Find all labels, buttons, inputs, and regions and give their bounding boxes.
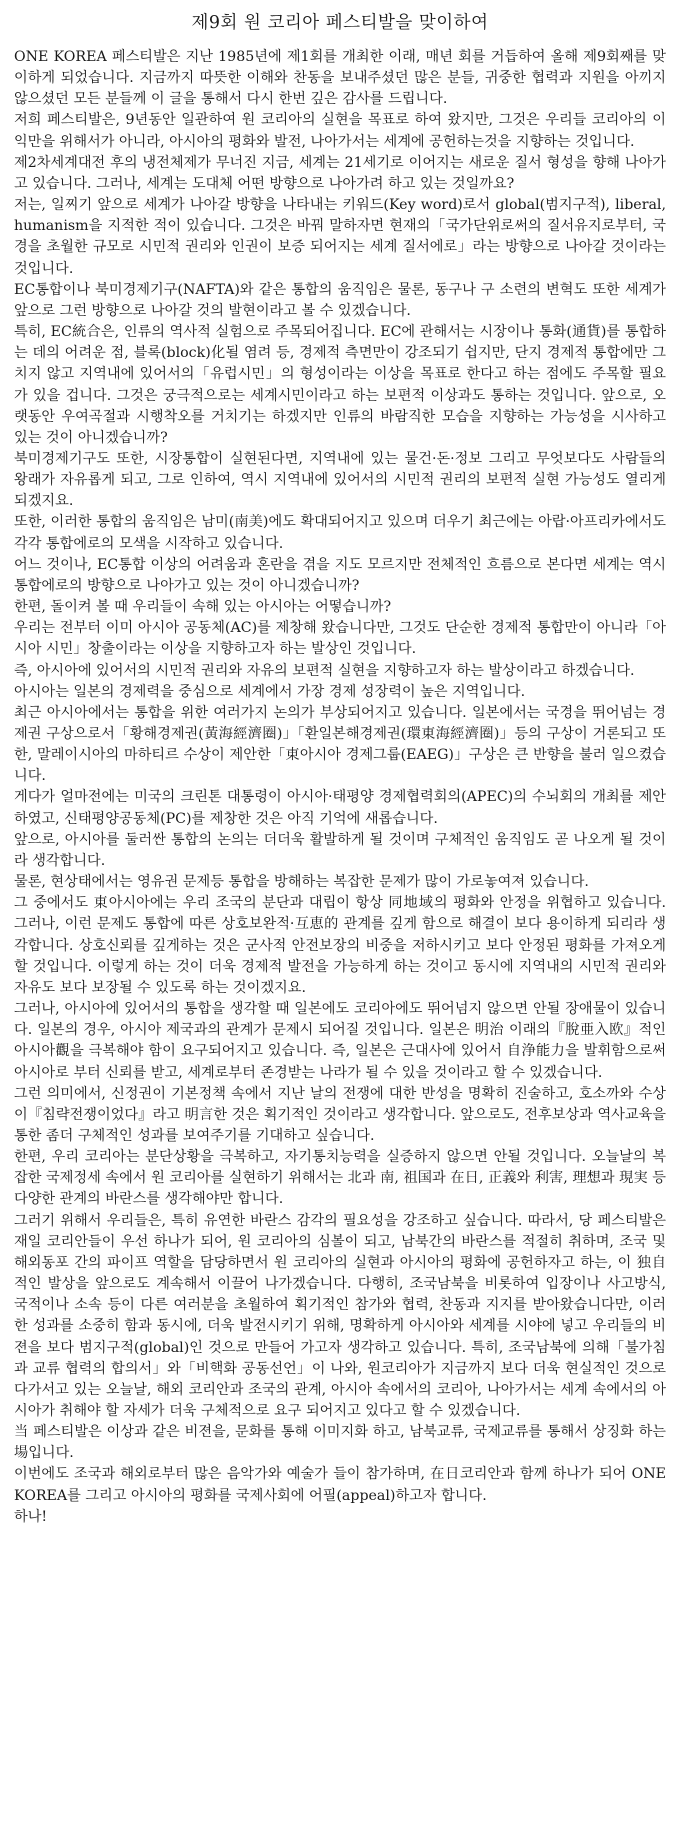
paragraph: 한편, 돌이켜 볼 때 우리들이 속해 있는 아시아는 어떻습니까? xyxy=(14,599,392,616)
paragraph: 제2차세계대전 후의 냉전체제가 무너진 지금, 세계는 21세기로 이어지는 새로운 질서 형성을 향해 나아가고 있습니다. 그러나, 세계는 도대체 어떤 방향으로 나아가려 하고 있는 것일까요? xyxy=(14,154,666,192)
paragraph: 게다가 얼마전에는 미국의 크린톤 대통령이 아시아·태평양 경제협력회의(APEC)의 수뇌회의 개최를 제안하였고, 신태평양공동체(PC)를 제창한 것은 아직 기억에 새롭습니다. xyxy=(14,789,666,827)
document-title: 제9회 원 코리아 페스티발을 맞이하여 xyxy=(191,13,489,33)
paragraph: 저희 페스티발은, 9년동안 일관하여 원 코리아의 실현을 목표로 하여 왔지만, 그것은 우리들 코리아의 이익만을 위해서가 아니라, 아시아의 평화와 발전, 나아가서는 세계에 공헌하는것을 지향하는 것입니다. xyxy=(14,112,666,150)
paragraph: 앞으로, 아시아를 둘러싼 통합의 논의는 더더욱 활발하게 될 것이며 구체적인 움직임도 곧 나오게 될 것이라 생각합니다. xyxy=(14,831,666,869)
paragraph: 최근 아시아에서는 통합을 위한 여러가지 논의가 부상되어지고 있습니다. 일본에서는 국경을 뛰어넘는 경제권 구상으로서「황해경제권(黃海經濟圈)」「환일본해경제권(環東海經濟圈)」등의 구상이 거론되고 또한, 말레이시아의 마하티르 수상이 제안한「東아시아 경제그룹(EAEG)」구상은 큰 반향을 불러 일으켰습니다. xyxy=(14,704,666,785)
paragraph: 한편, 우리 코리아는 분단상황을 극복하고, 자기통치능력을 실증하지 않으면 안될 것입니다. 오늘날의 복잡한 국제정세 속에서 원 코리아를 실현하기 위해서는 北과 南, 祖国과 在日, 正義와 利害, 理想과 現実 등 다양한 관계의 바란스를 생각해야만 합니다. xyxy=(14,1149,666,1208)
paragraph: 하나! xyxy=(14,1508,48,1525)
paragraph: ONE KOREA 페스티발은 지난 1985년에 제1회를 개최한 이래, 매년 회를 거듭하여 올해 제9회째를 맞이하게 되었습니다. 지금까지 따뜻한 이해와 찬동을 보내주셨던 많은 분들, 귀중한 협력과 지원을 아끼지 않으셨던 모든 분들께 이 글을 통해서 다시 한번 깊은 감사를 드립니다. xyxy=(14,49,666,108)
paragraph: 즉, 아시아에 있어서의 시민적 권리와 자유의 보편적 실현을 지향하고자 하는 발상이라고 하겠습니다. xyxy=(14,662,635,679)
paragraph: 저는, 일찌기 앞으로 세계가 나아갈 방향을 나타내는 키워드(Key word)로서 global(범지구적), liberal, humanism을 지적한 적이 있습니다. 그것은 바꿔 말하자면 현재의「국가단위로써의 질서유지로부터, 국경을 초월한 규모로 시민적 권리와 인권이 보증 되어지는 세계 질서에로」라는 방향으로 나아갈 것이라는 것입니다. xyxy=(14,197,666,277)
paragraph: 그러기 위해서 우리들은, 특히 유연한 바란스 감각의 필요성을 강조하고 싶습니다. 따라서, 당 페스티발은 재일 코리안들이 우선 하나가 되어, 원 코리아의 심볼이 되고, 남북간의 바란스를 적절히 취하며, 조국 및 해외동포 간의 파이프 역할을 담당하면서 원 코리아의 실현과 아시아의 평화에 공헌하자고 하는, 이 独自적인 발상을 앞으로도 계속해서 이끌어 나가겠습니다. 다행히, 조국남북을 비롯하여 입장이나 사고방식, 국적이나 소속 등이 다른 여러분을 초월하여 획기적인 참가와 협력, 찬동과 지지를 받아왔습니다만, 이러한 성과를 소중히 함과 동시에, 더욱 발전시키기 위해, 명확하게 아시아와 세계를 시야에 넣고 우리들의 비젼을 보다 범지구적(global)인 것으로 만들어 가고자 생각하고 있습니다. 특히, 조국남북에 의해「불가침과 교류 협력의 합의서」와「비핵화 공동선언」이 나와, 원코리아가 지금까지 보다 더욱 현실적인 것으로 다가서고 있는 오늘날, 해외 코리안과 조국의 관계, 아시아 속에서의 코리아, 나아가서는 세계 속에서의 아시아가 취해야 할 자세가 더욱 구체적으로 요구 되어지고 있다고 할 수 있겠습니다. xyxy=(14,1212,666,1419)
paragraph: 또한, 이러한 통합의 움직임은 남미(南美)에도 확대되어지고 있으며 더우기 최근에는 아랍·아프리카에서도 각각 통합에로의 모색을 시작하고 있습니다. xyxy=(14,514,666,552)
paragraph: 그러나, 아시아에 있어서의 통합을 생각할 때 일본에도 코리아에도 뛰어넘지 않으면 안될 장애물이 있습니다. 일본의 경우, 아시아 제국과의 관계가 문제시 되어질 것입니다. 일본은 明治 이래의『脫亜入欧』적인 아시아觀을 극복해야 함이 요구되어지고 있습니다. 즉, 일본은 근대사에 있어서 自浄能力을 발휘함으로써 아시아로 부터 신뢰를 받고, 세계로부터 존경받는 나라가 될 수 있을 것이라고 할 수 있겠습니다. xyxy=(14,1001,666,1081)
paragraph: EC통합이나 북미경제기구(NAFTA)와 같은 통합의 움직임은 물론, 동구나 구 소련의 변혁도 또한 세계가 앞으로 그런 방향으로 나아갈 것의 발현이라고 볼 수 있겠습니다. xyxy=(14,281,666,319)
paragraph: 当 페스티발은 이상과 같은 비젼을, 문화를 통해 이미지화 하고, 남북교류, 국제교류를 통해서 상징화 하는 場입니다. xyxy=(14,1424,666,1462)
paragraph: 어느 것이나, EC통합 이상의 어려움과 혼란을 겪을 지도 모르지만 전체적인 흐름으로 본다면 세계는 역시 통합에로의 방향으로 나아가고 있는 것이 아니겠습니까? xyxy=(14,556,666,594)
paragraph: 그 중에서도 東아시아에는 우리 조국의 분단과 대립이 항상 同地域의 평화와 안정을 위협하고 있습니다. 그러나, 이런 문제도 통합에 따른 상호보완적·互恵的 관계를 깊게 함으로 해결이 보다 용이하게 되리라 생각합니다. 상호신뢰를 깊게하는 것은 군사적 안전보장의 비중을 저하시키고 보다 안정된 평화를 가져오게 할 것입니다. 이렇게 하는 것이 더욱 경제적 발전을 가능하게 하는 것이고 동시에 지역내의 시민적 권리와 자유도 보다 보장될 수 있도록 하는 것이겠지요. xyxy=(14,895,666,996)
paragraph: 물론, 현상태에서는 영유권 문제등 통합을 방해하는 복잡한 문제가 많이 가로놓여져 있습니다. xyxy=(14,874,589,891)
paragraph: 특히, EC統合은, 인류의 역사적 실험으로 주목되어집니다. EC에 관해서는 시장이나 통화(通貨)를 통합하는 데의 어려운 점, 블록(block)化될 염려 등, 경제적 측면만이 강조되기 쉽지만, 단지 경제적 통합에만 그치지 않고 지역내에 있어서의「유럽시민」의 형성이라는 이상을 목표로 한다고 하는 점에도 주목할 필요가 있을 겁니다. 그것은 궁극적으로는 세계시민이라고 하는 보편적 이상과도 통하는 것입니다. 앞으로, 오랫동안 우여곡절과 시행착오를 거치기는 하겠지만 인류의 바람직한 모습을 지향하는 가능성을 시사하고 있는 것이 아니겠습니까? xyxy=(14,324,666,446)
document-body xyxy=(14,47,666,1528)
paragraph: 우리는 전부터 이미 아시아 공동체(AC)를 제창해 왔습니다만, 그것도 단순한 경제적 통합만이 아니라「아시아 시민」창출이라는 이상을 지향하고자 하는 발상인 것입니다. xyxy=(14,620,666,658)
paragraph: 그런 의미에서, 신정권이 기본정책 속에서 지난 날의 전쟁에 대한 반성을 명확히 진술하고, 호소까와 수상이『침략전쟁이었다』라고 明言한 것은 획기적인 것이라고 생각합니다. 앞으로도, 전후보상과 역사교육을 통한 좀더 구체적인 성과를 보여주기를 기대하고 싶습니다. xyxy=(14,1085,666,1144)
paragraph: 북미경제기구도 또한, 시장통합이 실현된다면, 지역내에 있는 물건·돈·정보 그리고 무엇보다도 사람들의 왕래가 자유롭게 되고, 그로 인하여, 역시 지역내에 있어서의 시민적 권리의 보편적 실현 가능성도 열리게 되겠지요. xyxy=(14,450,666,510)
paragraph: 이번에도 조국과 해외로부터 많은 음악가와 예술가 들이 참가하며, 在日코리안과 함께 하나가 되어 ONE KOREA를 그리고 아시아의 평화를 국제사회에 어필(appeal)하고자 합니다. xyxy=(14,1466,666,1504)
paragraph: 아시아는 일본의 경제력을 중심으로 세계에서 가장 경제 성장력이 높은 지역입니다. xyxy=(14,683,526,700)
